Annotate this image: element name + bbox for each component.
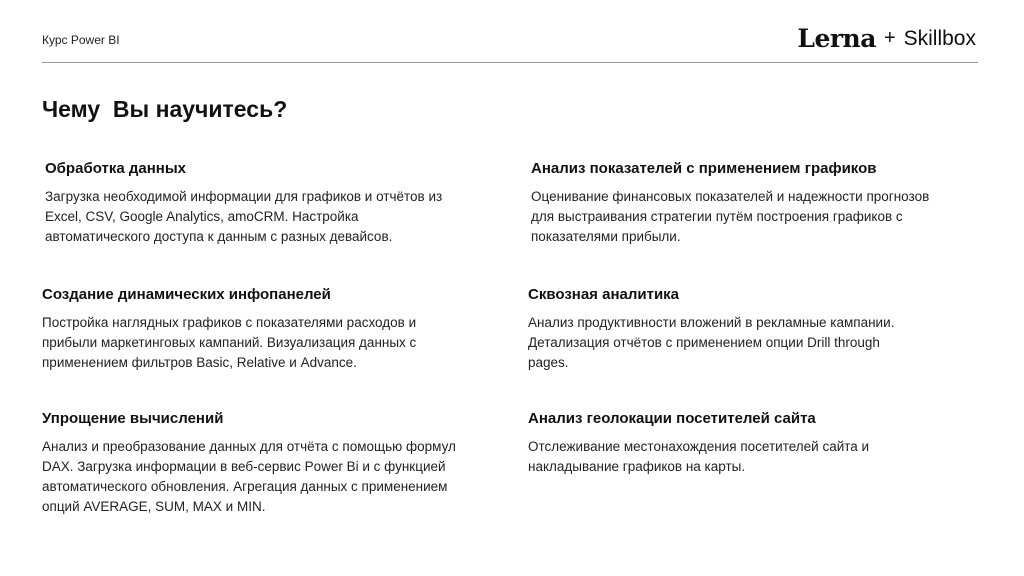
section-geolocation (528, 410, 923, 477)
section-body: Анализ продуктивности вложений в рекламные кампании. Детализация отчётов с применением опции Drill through pages. (528, 315, 895, 370)
lerna-logo: Lerna (797, 24, 876, 53)
section-charts-analysis (531, 160, 931, 247)
section-calculations (42, 410, 472, 517)
logo-plus: + (883, 27, 896, 49)
header-divider (42, 62, 978, 63)
section-body: Оценивание финансовых показателей и надежности прогнозов для выстраивания стратегии путём построения графиков с показателями прибыли. (531, 189, 930, 244)
section-body: Отслеживание местонахождения посетителей сайта и накладывание графиков на карты. (528, 439, 870, 474)
brand-logo (797, 24, 976, 53)
section-heading: Упрощение вычислений (42, 410, 224, 427)
section-heading: Обработка данных (45, 160, 186, 177)
section-body: Постройка наглядных графиков с показателями расходов и прибыли маркетинговых кампаний. Визуализация данных с применением фильтров Basic, Relative и Advance. (42, 315, 417, 370)
section-heading: Сквозная аналитика (528, 286, 680, 303)
skillbox-logo: Skillbox (903, 26, 976, 50)
section-body: Анализ и преобразование данных для отчёта с помощью формул DAX. Загрузка информации в веб-сервис Power Bi и с функцией автоматического обновления. Агрегация данных с применением опций AVERAGE, SUM, MAX и MIN. (42, 439, 456, 514)
section-heading: Анализ геолокации посетителей сайта (528, 410, 816, 427)
section-heading: Создание динамических инфопанелей (42, 286, 331, 303)
page-title: Чему Вы научитесь? (42, 96, 288, 122)
section-data-processing (45, 160, 445, 247)
course-label: Курс Power BI (42, 33, 120, 47)
section-body: Загрузка необходимой информации для графиков и отчётов из Excel, CSV, Google Analytics, amoCRM. Настройка автоматического доступа к данным с разных девайсов. (45, 189, 443, 244)
section-heading: Анализ показателей с применением графиков (531, 160, 877, 177)
section-dashboards (42, 286, 427, 373)
section-end-to-end-analytics (528, 286, 923, 373)
